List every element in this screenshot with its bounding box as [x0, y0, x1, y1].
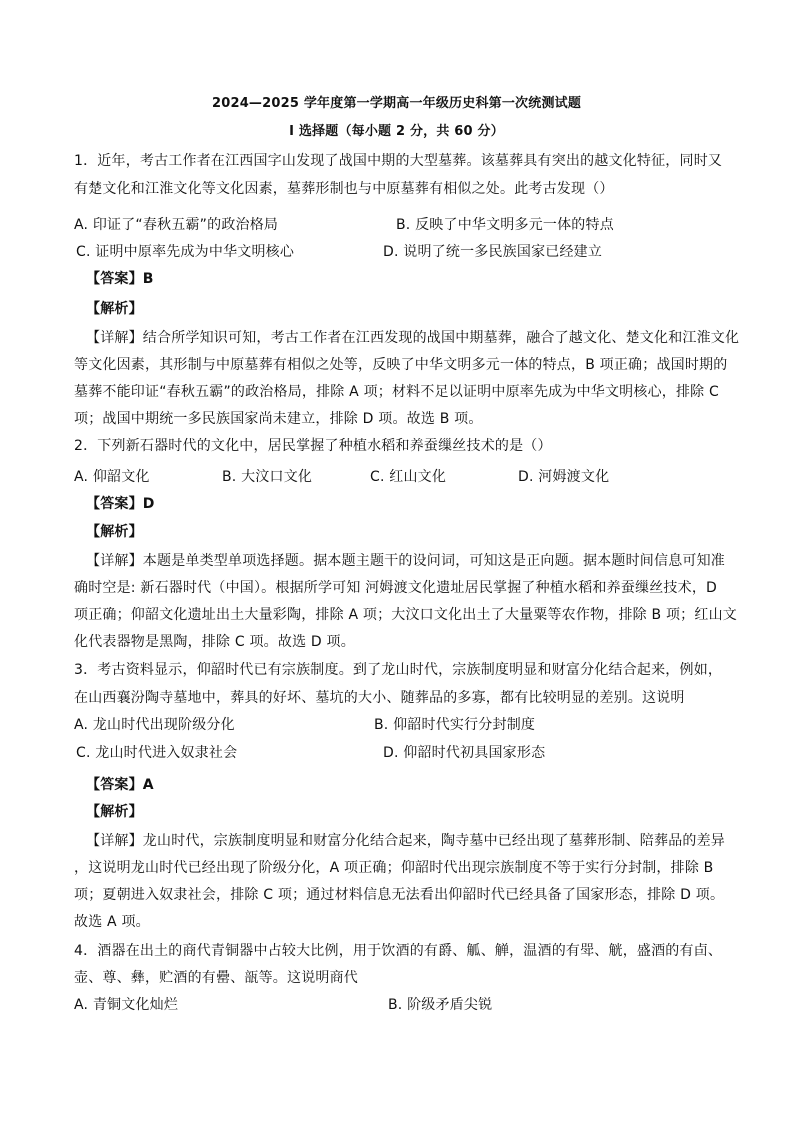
q3-detail-line-4: 故选 A 项。 [74, 914, 150, 930]
q2-detail-line-3: 项正确；仰韶文化遗址出土大量彩陶，排除 A 项；大汶口文化出土了大量粟等农作物，排除 B 项；红山文 [74, 607, 737, 623]
q2-option-a: A. 仰韶文化 [74, 469, 150, 485]
q1-detail-line-2: 等文化因素，其形制与中原墓葬有相似之处等，反映了中华文明多元一体的特点，B 项正确；战国时期的 [74, 357, 728, 373]
q3-detail-line-2: ，这说明龙山时代已经出现了阶级分化，A 项正确；仰韶时代出现宗族制度不等于实行分封制，排除 B [74, 860, 714, 876]
q1-option-a: A. 印证了“春秋五霸”的政治格局 [74, 217, 279, 233]
q1-detail-line-3: 墓葬不能印证“春秋五霸”的政治格局，排除 A 项；材料不足以证明中原率先成为中华文明核心，排除 C [74, 384, 720, 400]
q3-option-c: C. 龙山时代进入奴隶社会 [76, 745, 238, 761]
q3-analysis-label: 【解析】 [86, 804, 143, 820]
q3-option-b: B. 仰韶时代实行分封制度 [374, 717, 536, 733]
q1-detail-line-4: 项；战国中期统一多民族国家尚未建立，排除 D 项。故选 B 项。 [74, 411, 483, 427]
section-heading: I 选择题（每小题 2 分，共 60 分） [289, 124, 504, 139]
q3-detail-line-3: 项；夏朝进入奴隶社会，排除 C 项；通过材料信息无法看出仰韶时代已经具备了国家形态，排除 D 项。 [74, 887, 725, 903]
q3-answer: 【答案】A [86, 777, 154, 793]
q1-option-b: B. 反映了中华文明多元一体的特点 [396, 217, 614, 233]
q4-option-b: B. 阶级矛盾尖锐 [388, 997, 493, 1013]
q4-stem-line-1: 4．酒器在出土的商代青铜器中占较大比例，用于饮酒的有爵、觚、觯，温酒的有斝、觥，盛酒的有卣、 [74, 943, 723, 959]
q2-option-b: B. 大汶口文化 [222, 469, 313, 485]
q3-option-a: A. 龙山时代出现阶级分化 [74, 717, 235, 733]
q3-stem-line-1: 3．考古资料显示，仰韶时代已有宗族制度。到了龙山时代，宗族制度明显和财富分化结合起来，例如， [74, 662, 723, 678]
q2-option-c: C. 红山文化 [370, 469, 447, 485]
q2-option-d: D. 河姆渡文化 [518, 469, 610, 485]
q2-analysis-label: 【解析】 [86, 524, 143, 540]
q1-answer: 【答案】B [86, 271, 154, 287]
q2-answer: 【答案】D [86, 496, 155, 512]
q3-detail-line-1: 【详解】龙山时代，宗族制度明显和财富分化结合起来，陶寺墓中已经出现了墓葬形制、陪葬品的差异 [86, 833, 725, 849]
q3-stem-line-2: 在山西襄汾陶寺墓地中，葬具的好坏、墓坑的大小、随葬品的多寡，都有比较明显的差别。这说明 [74, 690, 685, 706]
q2-stem-line-1: 2．下列新石器时代的文化中，居民掌握了种植水稻和养蚕缫丝技术的是（） [74, 438, 552, 454]
q1-option-c: C. 证明中原率先成为中华文明核心 [76, 244, 295, 260]
q2-detail-line-1: 【详解】本题是单类型单项选择题。据本题主题干的设问词，可知这是正向题。据本题时间信息可知准 [86, 553, 725, 569]
q3-option-d: D. 仰韶时代初具国家形态 [383, 745, 546, 761]
q2-detail-line-4: 化代表器物是黑陶，排除 C 项。故选 D 项。 [74, 634, 355, 650]
q1-option-d: D. 说明了统一多民族国家已经建立 [383, 244, 603, 260]
q1-analysis-label: 【解析】 [86, 301, 143, 317]
q1-detail-line-1: 【详解】结合所学知识可知，考古工作者在江西发现的战国中期墓葬，融合了越文化、楚文化和江淮文化 [86, 330, 740, 346]
exam-title: 2024—2025 学年度第一学期高一年级历史科第一次统测试题 [211, 96, 582, 111]
q1-stem-line-1: 1．近年，考古工作者在江西国字山发现了战国中期的大型墓葬。该墓葬具有突出的越文化特征，同时又 [74, 153, 723, 169]
q4-stem-line-2: 壶、尊、彝，贮酒的有罍、瓿等。这说明商代 [74, 970, 358, 986]
q4-option-a: A. 青铜文化灿烂 [74, 997, 179, 1013]
q1-stem-line-2: 有楚文化和江淮文化等文化因素，墓葬形制也与中原墓葬有相似之处。此考古发现（） [74, 181, 614, 197]
q2-detail-line-2: 确时空是: 新石器时代（中国）。根据所学可知 河姆渡文化遗址居民掌握了种植水稻和养蚕缫丝技术，D [74, 580, 717, 596]
